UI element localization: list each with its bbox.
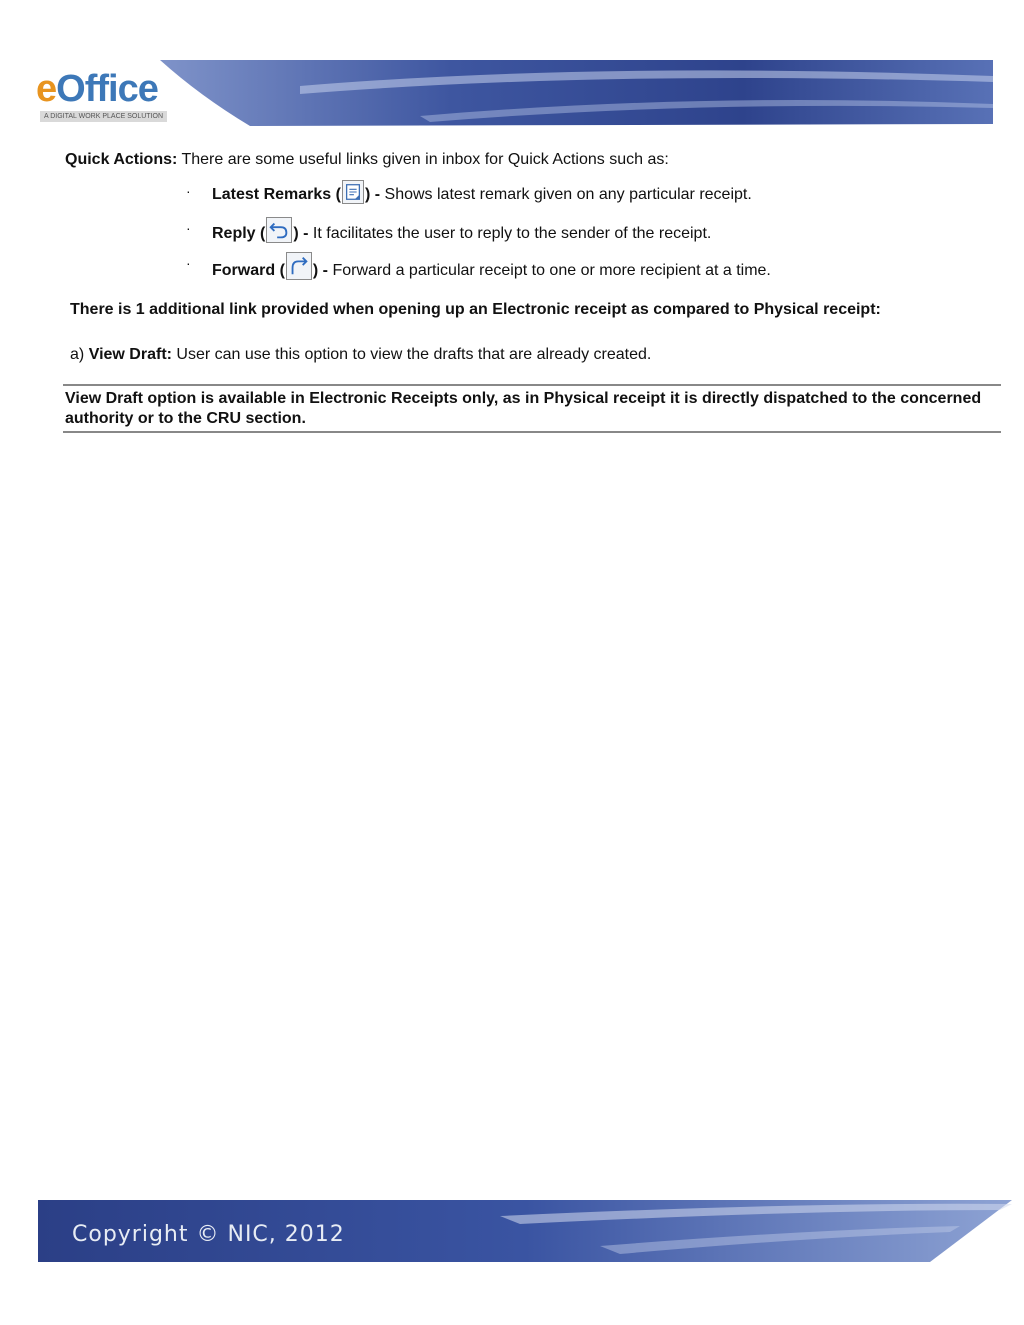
- bullet: ·: [186, 220, 191, 236]
- copyright-text: Copyright © NIC, 2012: [72, 1222, 345, 1247]
- additional-link-heading: There is 1 additional link provided when opening up an Electronic receipt as compared to Physical receipt:: [70, 301, 881, 318]
- quick-actions-intro: Quick Actions: There are some useful links given in inbox for Quick Actions such as:: [65, 151, 669, 168]
- reply-icon[interactable]: [266, 217, 292, 243]
- view-draft-label: View Draft:: [88, 346, 172, 363]
- list-item-forward: Forward ( ) - Forward a particular receipt to one or more recipient at a time.: [212, 252, 771, 280]
- bullet: ·: [186, 183, 191, 199]
- forward-icon[interactable]: [286, 252, 312, 280]
- list-item-latest-remarks: Latest Remarks ( ) - Shows latest remark given on any particular receipt.: [212, 180, 752, 204]
- view-draft-item: a) View Draft: User can use this option to view the drafts that are already created.: [70, 346, 652, 363]
- list-item-reply: Reply ( ) - It facilitates the user to reply to the sender of the receipt.: [212, 217, 711, 243]
- eoffice-logo: eOffice A DIGITAL WORK PLACE SOLUTION: [36, 70, 186, 126]
- logo-tagline: A DIGITAL WORK PLACE SOLUTION: [40, 111, 167, 122]
- quick-actions-label: Quick Actions:: [65, 151, 178, 168]
- view-draft-note: View Draft option is available in Electronic Receipts only, as in Physical receipt it is directly dispatched to the concerned authority or to the CRU section.: [63, 384, 1001, 433]
- latest-remarks-icon[interactable]: [342, 180, 364, 204]
- bullet: ·: [186, 255, 191, 271]
